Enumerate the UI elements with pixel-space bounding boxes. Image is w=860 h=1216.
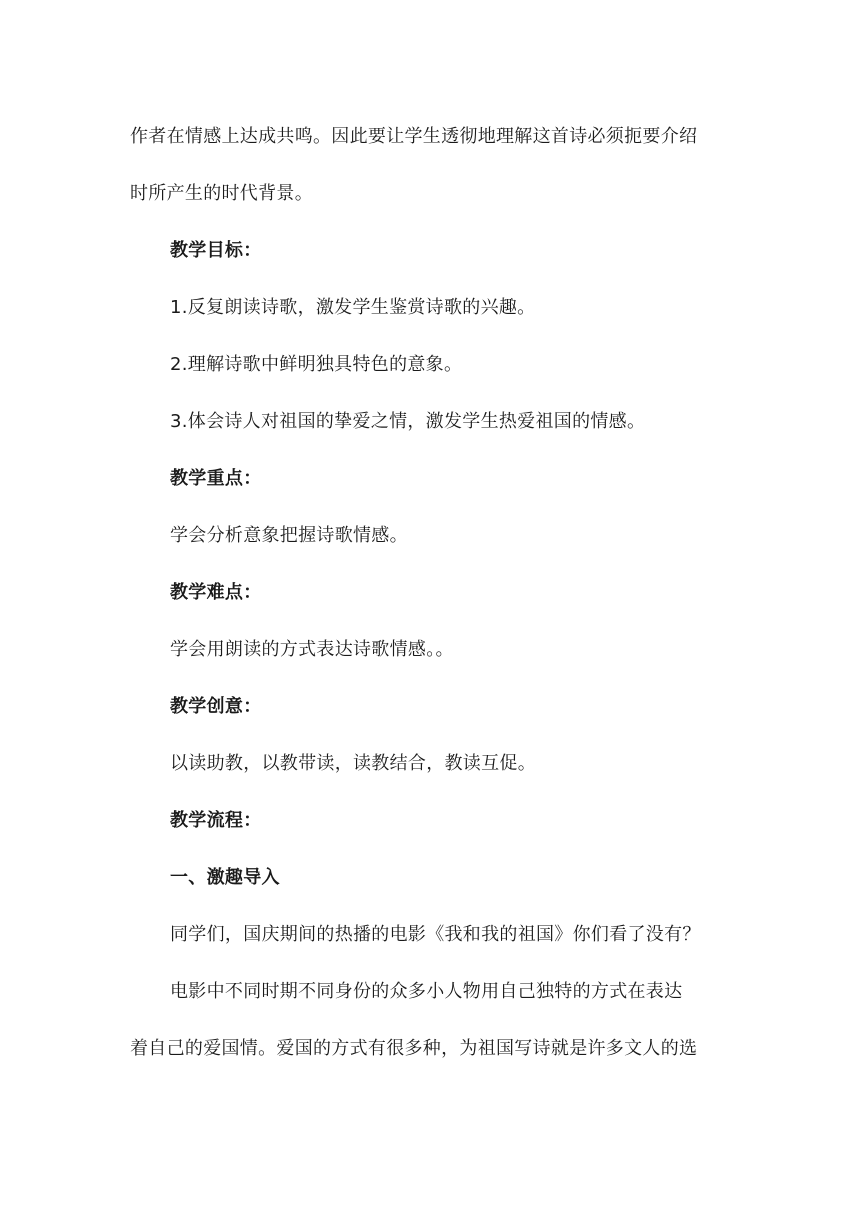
- section-heading-objectives: 教学目标：: [170, 240, 262, 261]
- list-item: 2.理解诗歌中鲜明独具特色的意象。: [170, 354, 463, 375]
- paragraph-line: 学会分析意象把握诗歌情感。: [170, 525, 408, 546]
- paragraph-line: 作者在情感上达成共鸣。因此要让学生透彻地理解这首诗必须扼要介绍: [130, 126, 698, 147]
- paragraph-line: 着自己的爱国情。爱国的方式有很多种，为祖国写诗就是许多文人的选: [130, 1038, 698, 1059]
- subsection-heading-intro: 一、激趣导入: [170, 867, 280, 888]
- section-heading-process: 教学流程：: [170, 810, 262, 831]
- paragraph-line: 以读助教，以教带读，读教结合，教读互促。: [170, 753, 536, 774]
- section-heading-difficulties: 教学难点：: [170, 582, 262, 603]
- paragraph-line: 电影中不同时期不同身份的众多小人物用自己独特的方式在表达: [170, 981, 683, 1002]
- paragraph-line: 时所产生的时代背景。: [130, 183, 313, 204]
- paragraph-line: 学会用朗读的方式表达诗歌情感。。: [170, 639, 454, 660]
- list-item: 3.体会诗人对祖国的挚爱之情，激发学生热爱祖国的情感。: [170, 411, 646, 432]
- list-item: 1.反复朗读诗歌，激发学生鉴赏诗歌的兴趣。: [170, 297, 536, 318]
- paragraph-line: 同学们，国庆期间的热播的电影《我和我的祖国》你们看了没有？: [170, 924, 701, 945]
- section-heading-creative-idea: 教学创意：: [170, 696, 262, 717]
- section-heading-key-points: 教学重点：: [170, 468, 262, 489]
- document-body: [130, 108, 730, 1077]
